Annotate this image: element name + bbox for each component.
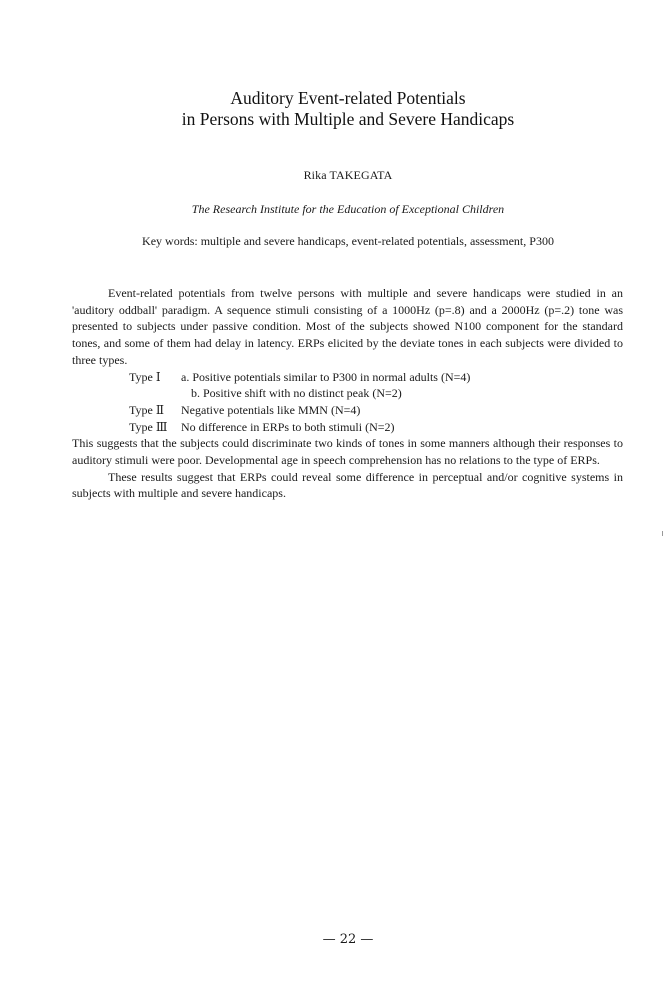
erp-type-item [72, 385, 623, 402]
erp-type-item [72, 402, 623, 419]
title-line-1: Auditory Event-related Potentials [230, 88, 466, 108]
page-number: — 22 — [322, 932, 374, 947]
erp-type-description: Negative potentials like MMN (N=4) [181, 402, 361, 417]
author-name: Rika TAKEGATA [303, 168, 393, 182]
keywords: Key words: multiple and severe handicaps, event-related potentials, assessment, P300 [142, 234, 554, 248]
paper-title [0, 88, 668, 130]
abstract [72, 285, 623, 502]
erp-type-label [72, 385, 181, 402]
erp-type-label: Type Ⅰ [129, 369, 161, 384]
erp-type-item [72, 419, 623, 436]
erp-type-description: a. Positive potentials similar to P300 in normal adults (N=4) [181, 369, 471, 384]
author-affiliation: The Research Institute for the Education of Exceptional Children [191, 202, 505, 216]
erp-type-label: Type Ⅱ [129, 402, 164, 417]
erp-type-label: Type Ⅲ [129, 419, 168, 434]
scan-artifact [662, 531, 663, 536]
title-line-2: in Persons with Multiple and Severe Handicaps [181, 109, 515, 129]
abstract-paragraph-2: This suggests that the subjects could discriminate two kinds of tones in some manners although their responses to auditory stimuli were poor. Developmental age in speech comprehension has no relations to the type of ERPs. [72, 436, 623, 468]
abstract-paragraph-1: Event-related potentials from twelve persons with multiple and severe handicaps were studied in an 'auditory oddball' paradigm. A sequence stimuli consisting of a 1000Hz (p=.8) and a 2000Hz (p=.2) tone was presented to subjects under passive condition. Most of the subjects showed N100 component for the standard tones, and some of them had delay in latency. ERPs elicited by the deviate tones in each subjects were divided to three types. [72, 286, 623, 367]
erp-type-description: No difference in ERPs to both stimuli (N=2) [181, 419, 395, 434]
erp-type-item [72, 369, 623, 386]
erp-type-description: b. Positive shift with no distinct peak (N=2) [191, 386, 402, 401]
abstract-paragraph-3: These results suggest that ERPs could reveal some difference in perceptual and/or cognitive systems in subjects with multiple and severe handicaps. [72, 469, 623, 501]
